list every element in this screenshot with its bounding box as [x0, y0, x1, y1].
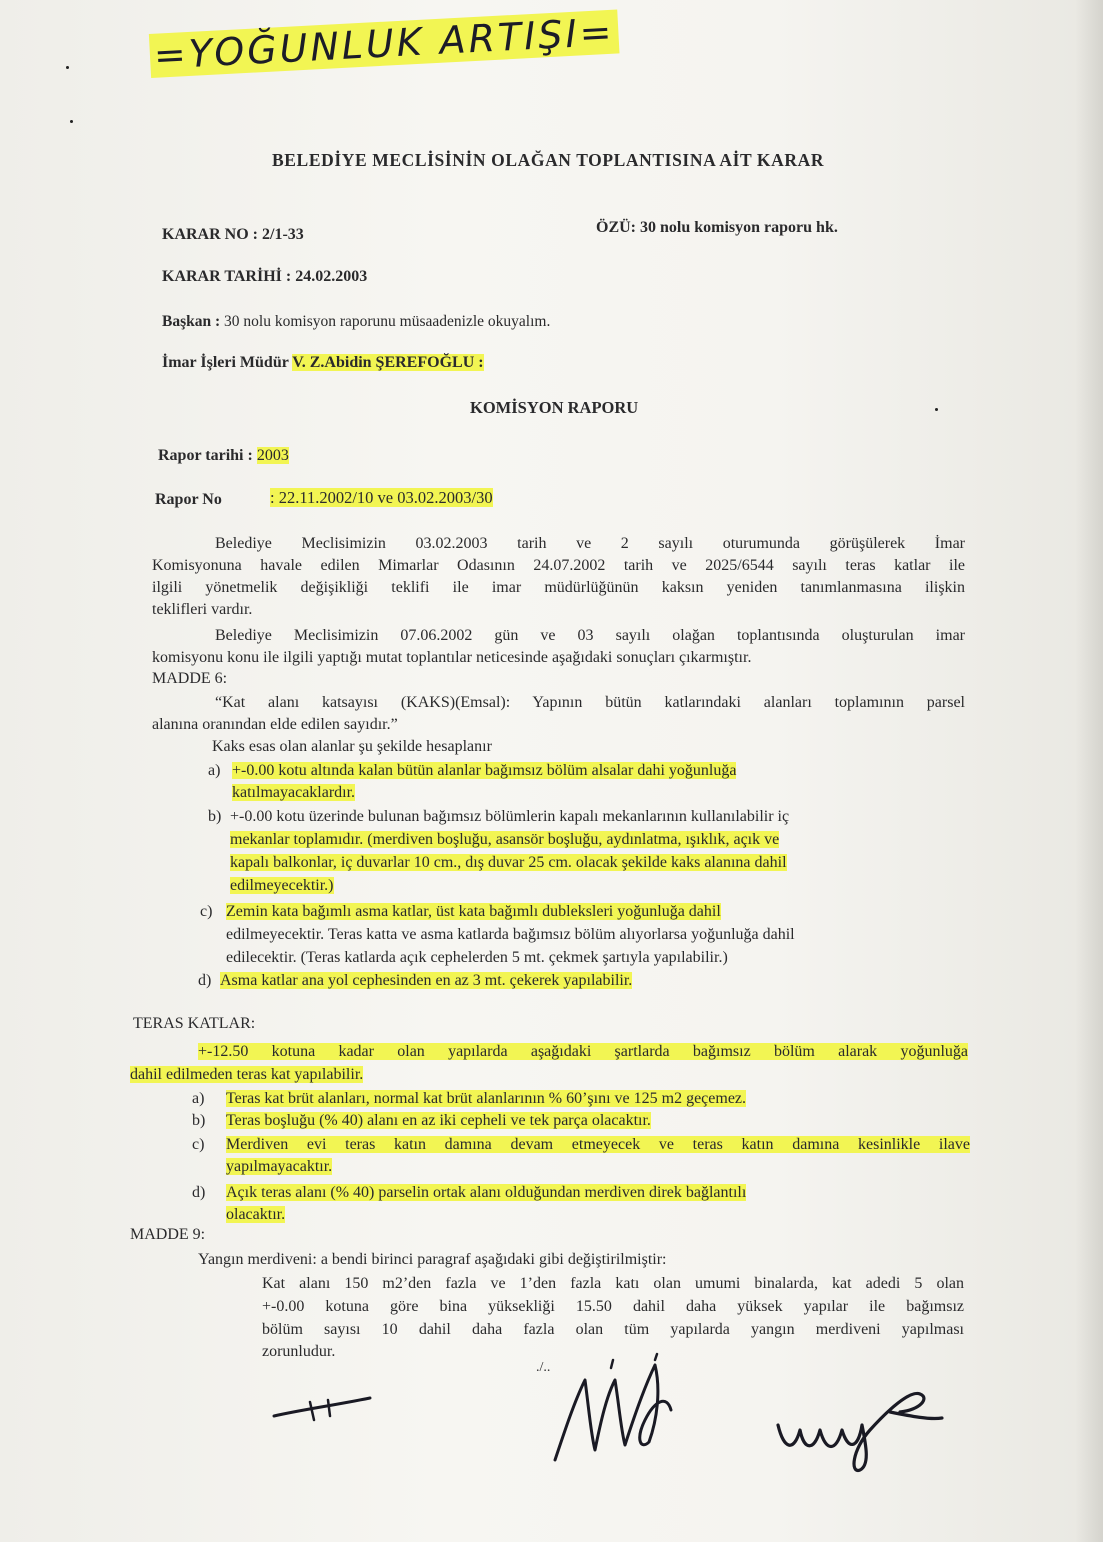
rapor-no-value: [270, 488, 493, 508]
teras-item-a-label: a): [192, 1090, 205, 1107]
teras-item-c-label: c): [192, 1136, 205, 1153]
signature-middle: [545, 1350, 685, 1470]
kaks-intro: Kaks esas olan alanlar şu şekilde hesaplanır: [212, 738, 492, 755]
madde-6-item-c-label: c): [200, 903, 213, 920]
ink-dot: [935, 408, 938, 411]
rapor-tarihi: [158, 447, 289, 465]
signature-right: [770, 1370, 950, 1480]
madde-6-item-a-line: katılmayacaklardır.: [232, 784, 356, 801]
karar-no: KARAR NO : 2/1-33: [162, 226, 304, 243]
teras-item-d-line: olacaktır.: [226, 1206, 286, 1223]
rapor-tarihi-label: Rapor tarihi :: [158, 447, 253, 464]
madde-6-item-b-line: edilmeyecektir.): [230, 877, 334, 894]
madde-6-quote-line: alanına oranından elde edilen sayıdır.”: [152, 716, 398, 733]
madde-6-item-b-line: mekanlar toplamıdır. (merdiven boşluğu, asansör boşluğu, aydınlatma, ışıklık, açık ve: [230, 831, 780, 848]
ink-dot: [70, 120, 73, 123]
teras-item-b-label: b): [192, 1112, 206, 1129]
madde-6-item-c-line: edilmeyecektir. Teras katta ve asma katlarda bağımsız bölüm alıyorlarsa yoğunluğa dahil: [226, 926, 795, 943]
teras-item-a-line: Teras kat brüt alanları, normal kat brüt alanlarının % 60’şını ve 125 m2 geçemez.: [226, 1090, 747, 1107]
madde-6-item-c-line: edilecektir. (Teras katlarda açık cephelerden 5 mt. çekmek şartıyla yapılabilir.): [226, 949, 728, 966]
karar-tarihi: KARAR TARİHİ : 24.02.2003: [162, 268, 368, 285]
madde-6-item-b-line: +-0.00 kotu üzerinde bulunan bağımsız bölümlerin kapalı mekanlarının kullanılabilir iç: [230, 808, 790, 825]
ozu-label: ÖZÜ:: [596, 219, 636, 236]
ink-dot: [66, 66, 69, 69]
madde-9-heading: MADDE 9:: [130, 1226, 206, 1243]
p2-line: Belediye Meclisimizin 07.06.2002 gün ve 03 sayılı olağan toplantısında oluşturulan imar: [215, 627, 965, 644]
madde-6-heading: MADDE 6:: [152, 670, 228, 687]
imar-line: [162, 354, 484, 372]
p2-line: komisyonu konu ile ilgili yaptığı mutat toplantılar neticesinde aşağıdaki sonuçları çıkarmıştır.: [152, 649, 752, 666]
p1-line: Belediye Meclisimizin 03.02.2003 tarih ve 2 sayılı oturumunda görüşülerek İmar: [215, 535, 965, 552]
ozu: [596, 219, 838, 237]
madde-6-item-b-label: b): [208, 808, 222, 825]
madde-6-item-d-line: Asma katlar ana yol cephesinden en az 3 mt. çekerek yapılabilir.: [220, 972, 633, 989]
handwritten-title-text: =YOĞUNLUK ARTIŞI=: [149, 9, 620, 77]
imar-name: V. Z.Abidin ŞEREFOĞLU :: [292, 354, 484, 371]
teras-item-d-label: d): [192, 1184, 206, 1201]
p1-line: teklifleri vardır.: [152, 601, 253, 618]
teras-item-c-line: yapılmayacaktır.: [226, 1158, 333, 1175]
rapor-tarihi-value: 2003: [256, 447, 289, 464]
teras-katlar-heading: TERAS KATLAR:: [133, 1015, 256, 1032]
madde-6-item-b-line: kapalı balkonlar, iç duvarlar 10 cm., dış duvar 25 cm. olacak şekilde kaks alanına dahil: [230, 854, 787, 871]
teras-item-b-line: Teras boşluğu (% 40) alanı en az iki cepheli ve tek parça olacaktır.: [226, 1112, 651, 1129]
rapor-no-value-text: : 22.11.2002/10 ve 03.02.2003/30: [270, 488, 493, 507]
page-edge-shadow: [1075, 0, 1103, 1542]
signature-mark: ./..: [536, 1360, 551, 1375]
madde-9-intro: Yangın merdiveni: a bendi birinci paragraf aşağıdaki gibi değiştirilmiştir:: [198, 1251, 667, 1268]
madde-6-item-c-line: Zemin kata bağımlı asma katlar, üst kata bağımlı dubleksleri yoğunluğa dahil: [226, 903, 721, 920]
teras-item-d-line: Açık teras alanı (% 40) parselin ortak alanı olduğundan merdiven direk bağlantılı: [226, 1184, 747, 1201]
komisyon-raporu-heading: KOMİSYON RAPORU: [470, 398, 639, 417]
document-title: BELEDİYE MECLİSİNİN OLAĞAN TOPLANTISINA AİT KARAR: [272, 150, 825, 170]
madde-6-item-a-line: +-0.00 kotu altında kalan bütün alanlar bağımsız bölüm alsalar dahi yoğunluğa: [232, 762, 737, 779]
madde-6-item-d-label: d): [198, 972, 212, 989]
baskan-text: 30 nolu komisyon raporunu müsaadenizle okuyalım.: [224, 313, 551, 330]
madde-6-quote-line: “Kat alanı katsayısı (KAKS)(Emsal): Yapının bütün katlarındaki alanları toplamının parsel: [215, 694, 965, 711]
p1-line: ilgili yönetmelik değişikliği teklifi ile imar müdürlüğünün kaksın yeniden tanımlanmasına ilişkin: [152, 579, 965, 596]
imar-label: İmar İşleri Müdür: [162, 354, 289, 371]
madde-9-line: bölüm sayısı 10 dahil daha fazla olan tüm yapılarda yangın merdiveni yapılması: [262, 1321, 964, 1338]
p1-line: Komisyonuna havale edilen Mimarlar Odasının 24.07.2002 tarih ve 2025/6544 sayılı teras katlar ile: [152, 557, 965, 574]
teras-intro-line: +-12.50 kotuna kadar olan yapılarda aşağıdaki şartlarda bağımsız bölüm alarak yoğunluğa: [198, 1043, 968, 1060]
madde-9-line: Kat alanı 150 m2’den fazla ve 1’den fazla katı olan umumi binalarda, kat adedi 5 olan: [262, 1275, 964, 1292]
signature-left: [270, 1380, 380, 1430]
baskan-label: Başkan :: [162, 313, 221, 330]
madde-9-line: +-0.00 kotuna göre bina yüksekliği 15.50 dahil daha yüksek yapılar ile bağımsız: [262, 1298, 964, 1315]
ozu-value: 30 nolu komisyon raporu hk.: [640, 219, 838, 236]
handwritten-title: [149, 9, 620, 77]
teras-intro-line: dahil edilmeden teras kat yapılabilir.: [130, 1066, 364, 1083]
teras-item-c-line: Merdiven evi teras katın damına devam etmeyecek ve teras katın damına kesinlikle ilave: [226, 1136, 970, 1153]
rapor-no-label: Rapor No: [155, 491, 222, 508]
madde-9-line: zorunludur.: [262, 1343, 336, 1360]
madde-6-item-a-label: a): [208, 762, 221, 779]
baskan-line: [162, 313, 550, 331]
